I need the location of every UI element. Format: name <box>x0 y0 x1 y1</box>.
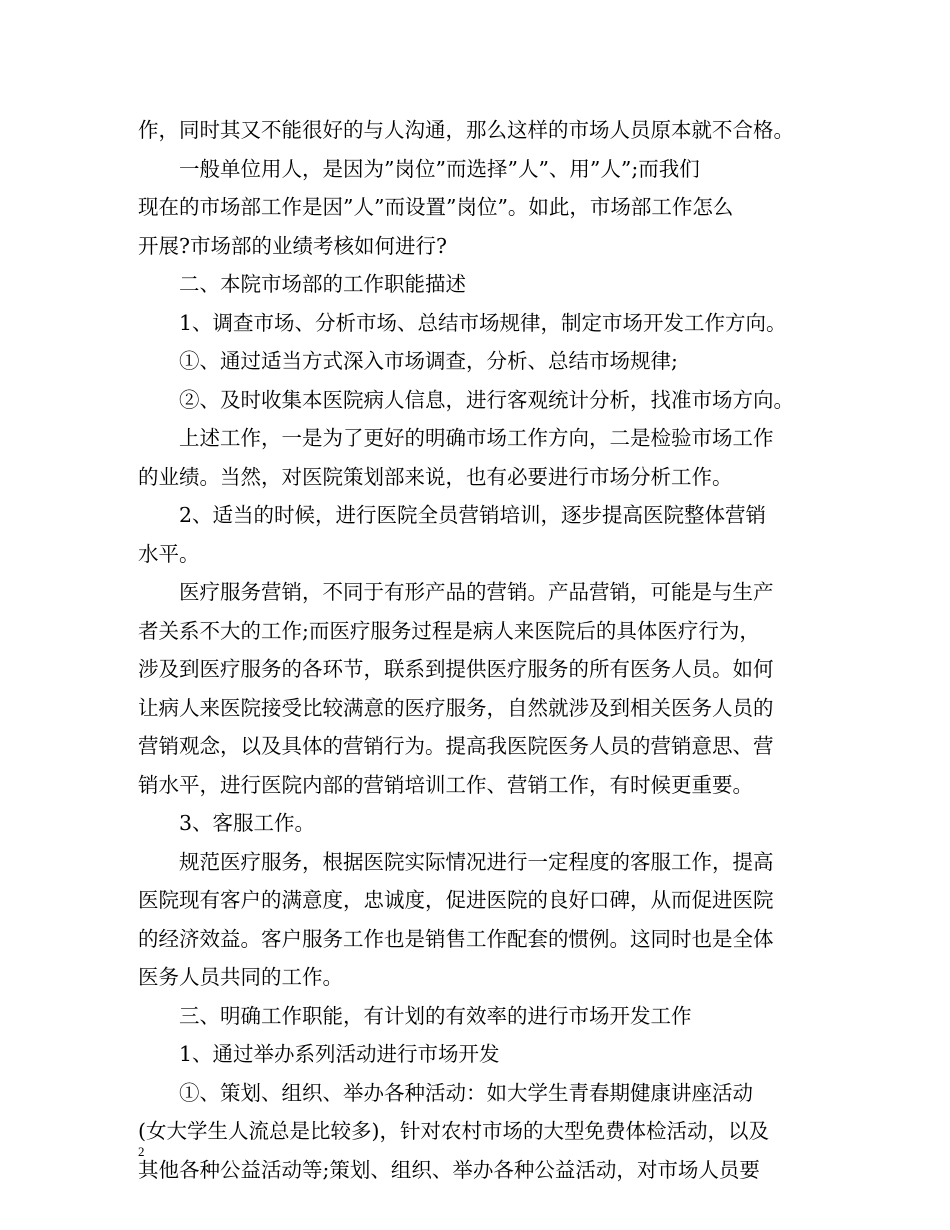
text-line: 医务人员共同的工作。 <box>138 965 343 989</box>
text-line: 3、客服工作。 <box>179 811 316 835</box>
text-line: 水平。 <box>138 541 200 566</box>
text-line: 一般单位用人，是因为”岗位”而选择”人”、用”人”;而我们 <box>179 156 700 181</box>
text-line: 医疗服务营销，不同于有形产品的营销。产品营销，可能是与生产 <box>179 580 774 604</box>
text-line: 2、适当的时候，进行医院全员营销培训，逐步提高医院整体营销 <box>179 503 767 527</box>
text-line: 的业绩。当然，对医院策划部来说，也有必要进行市场分析工作。 <box>138 464 733 489</box>
text-line: 三、明确工作职能，有计划的有效率的进行市场开发工作 <box>179 1003 692 1028</box>
body-text <box>138 111 818 1189</box>
text-line: 让病人来医院接受比较满意的医疗服务，自然就涉及到相关医务人员的 <box>138 695 774 720</box>
text-line: 营销观念，以及具体的营销行为。提高我医院医务人员的营销意思、营 <box>138 734 774 758</box>
text-line: 1、通过举办系列活动进行市场开发 <box>179 1042 500 1066</box>
text-line: (女大学生人流总是比较多)，针对农村市场的大型免费体检活动，以及 <box>138 1119 769 1143</box>
text-line: 开展?市场部的业绩考核如何进行? <box>138 233 447 258</box>
text-line: 者关系不大的工作;而医疗服务过程是病人来医院后的具体医疗行为， <box>138 618 760 643</box>
text-line: 的经济效益。客户服务工作也是销售工作配套的惯例。这同时也是全体 <box>138 926 774 951</box>
text-line: 医院现有客户的满意度，忠诚度，促进医院的良好口碑，从而促进医院 <box>138 888 774 912</box>
text-line: 销水平，进行医院内部的营销培训工作、营销工作，有时候更重要。 <box>138 772 753 797</box>
text-line: ②、及时收集本医院病人信息，进行客观统计分析，找准市场方向。 <box>179 387 794 412</box>
text-line: 涉及到医疗服务的各环节，联系到提供医疗服务的所有医务人员。如何 <box>138 657 774 681</box>
text-line: 上述工作，一是为了更好的明确市场工作方向，二是检验市场工作 <box>179 426 774 450</box>
text-line: ①、通过适当方式深入市场调查，分析、总结市场规律; <box>179 349 678 373</box>
text-line: 作，同时其又不能很好的与人沟通，那么这样的市场人员原本就不合格。 <box>138 118 794 142</box>
text-line: 其他各种公益活动等;策划、组织、举办各种公益活动，对市场人员要 <box>138 1157 760 1182</box>
text-line: 二、本院市场部的工作职能描述 <box>179 272 466 296</box>
text-line: 现在的市场部工作是因”人”而设置”岗位”。如此，市场部工作怎么 <box>138 195 734 219</box>
text-line: 规范医疗服务，根据医院实际情况进行一定程度的客服工作，提高 <box>179 849 774 874</box>
text-line: ①、策划、组织、举办各种活动：如大学生青春期健康讲座活动 <box>179 1080 753 1105</box>
text-line: 1、调查市场、分析市场、总结市场规律，制定市场开发工作方向。 <box>179 310 787 335</box>
page-number: 2 <box>138 1144 145 1159</box>
